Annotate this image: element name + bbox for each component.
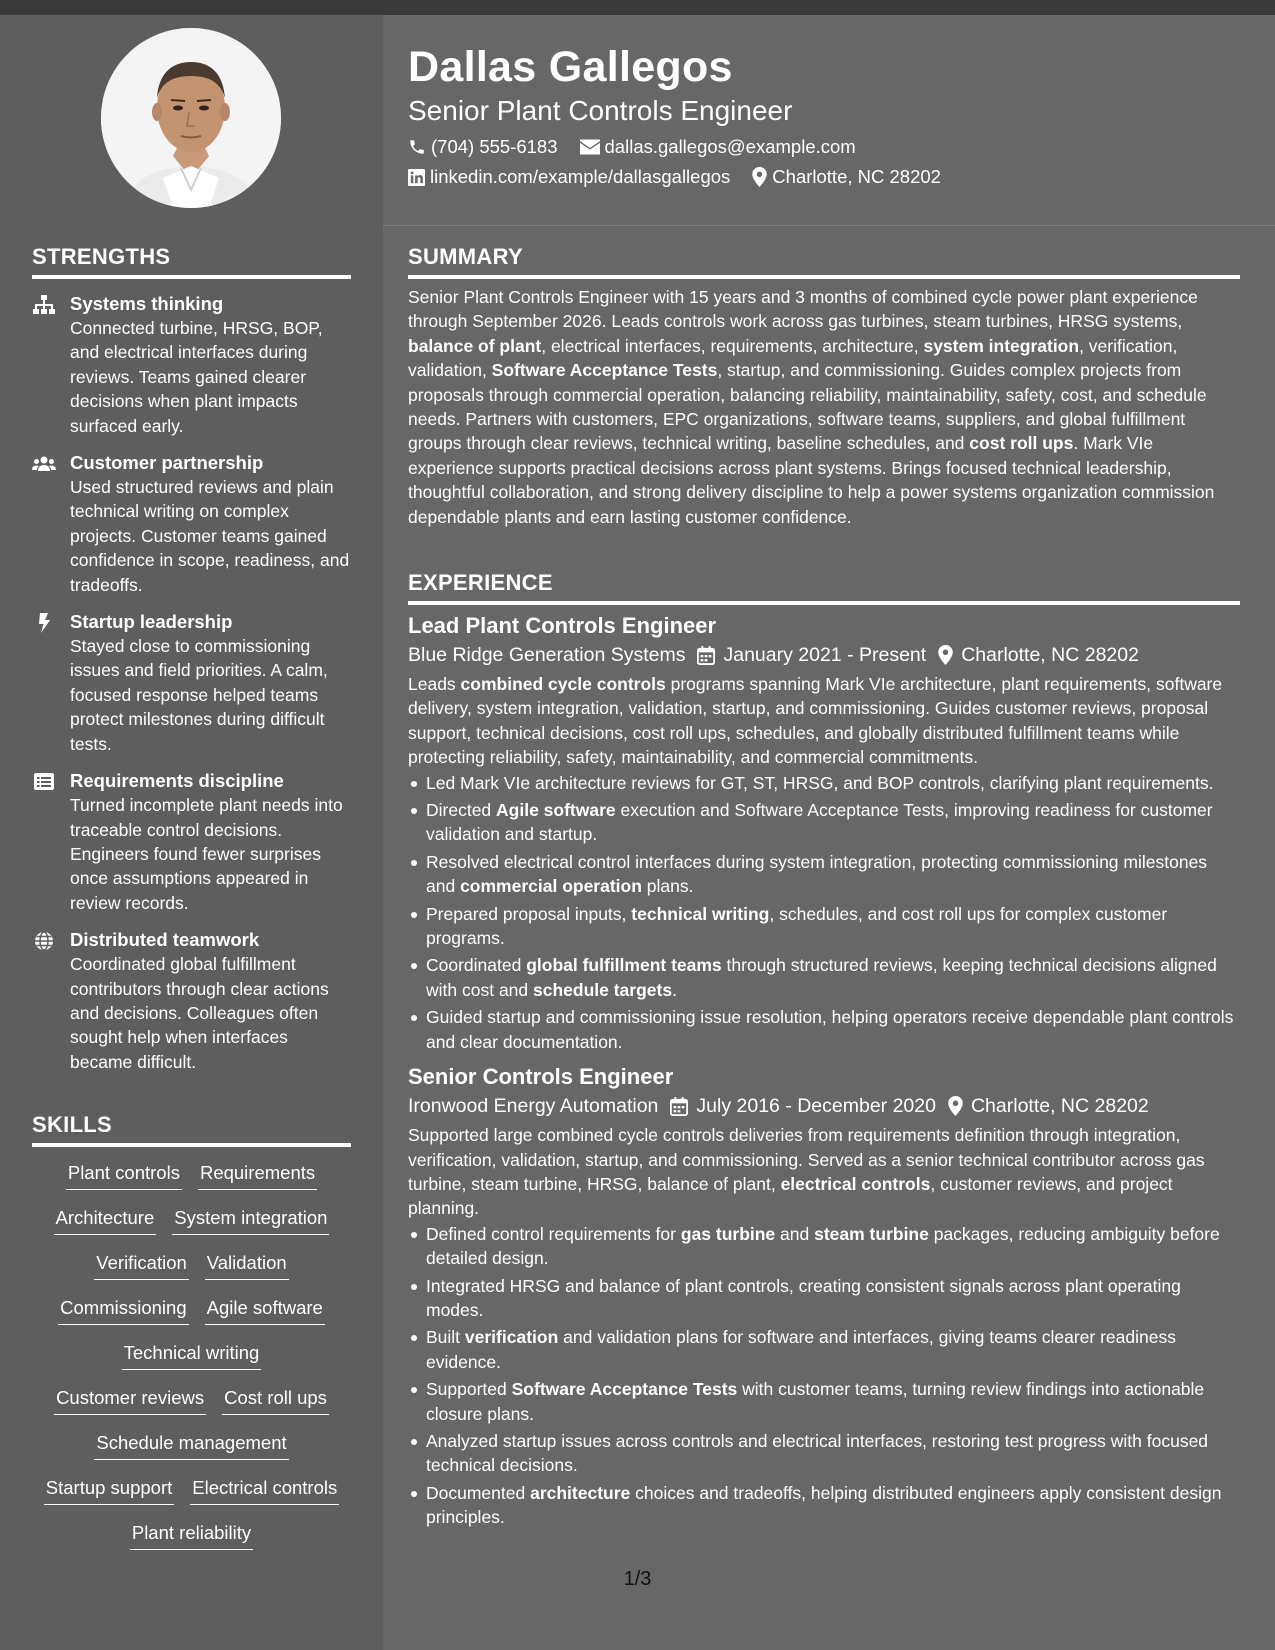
text-run: Documented <box>426 1482 531 1503</box>
skills-list <box>32 1161 351 1566</box>
page-number: 1/3 <box>623 1568 652 1590</box>
text-run: Guided startup and commissioning issue resolution, helping operators receive dependable plant controls and clear documentation. <box>426 1007 1234 1052</box>
candidate-title: Senior Plant Controls Engineer <box>408 95 793 126</box>
achievement-item <box>426 1377 1240 1426</box>
text-run: Leads <box>408 674 461 694</box>
resume-page <box>0 15 1275 1650</box>
achievement-item <box>426 1325 1240 1374</box>
envelope-icon <box>580 139 600 155</box>
phone-icon <box>408 138 426 156</box>
map-pin-icon <box>948 1096 963 1116</box>
strengths-section <box>32 243 351 1074</box>
summary-text <box>408 285 1240 529</box>
bold-phrase: Software Acceptance Tests <box>511 1379 738 1400</box>
text-run: Resolved electrical control interfaces during system integration, protecting commissioning milestones and <box>426 851 1208 897</box>
contact-row-2 <box>408 165 963 189</box>
email-text[interactable]: dallas.gallegos@example.com <box>604 136 856 157</box>
achievement-item <box>426 902 1240 951</box>
skill-tag: Agile software <box>205 1296 325 1325</box>
skill-row <box>32 1296 351 1341</box>
text-run: and <box>775 1223 815 1244</box>
achievement-item <box>426 850 1240 899</box>
linkedin-item[interactable] <box>408 165 730 189</box>
skills-heading: SKILLS <box>32 1111 351 1147</box>
skill-tag: Startup support <box>44 1476 175 1505</box>
bolt-icon <box>32 613 56 633</box>
linkedin-text[interactable]: linkedin.com/example/dallasgallegos <box>430 166 731 187</box>
profile-photo <box>101 28 281 208</box>
sidebar <box>0 15 383 1650</box>
location-text: Charlotte, NC 28202 <box>772 166 941 187</box>
achievement-item <box>426 1274 1240 1323</box>
calendar-icon <box>697 646 715 665</box>
text-run: , electrical interfaces, requirements, architecture, <box>541 335 924 356</box>
bold-phrase: verification <box>464 1327 559 1348</box>
text-run: through structured reviews, keeping technical decisions aligned with cost and <box>426 955 1217 1000</box>
achievement-item <box>426 953 1240 1002</box>
strength-item <box>32 769 351 915</box>
strength-item <box>32 610 351 756</box>
skill-row <box>32 1341 351 1386</box>
list-icon <box>32 772 56 792</box>
bold-phrase: steam turbine <box>814 1223 929 1244</box>
experience-list <box>408 611 1240 1530</box>
text-run: Prepared proposal inputs, <box>426 903 632 924</box>
strength-item <box>32 928 351 1074</box>
skill-tag: Requirements <box>198 1161 317 1190</box>
bold-phrase: balance of plant <box>408 335 542 356</box>
bold-phrase: cost roll ups <box>969 433 1074 454</box>
job-title: Lead Plant Controls Engineer <box>408 613 717 638</box>
experience-heading: EXPERIENCE <box>408 569 1240 605</box>
summary-section <box>408 243 1240 529</box>
skill-tag: System integration <box>172 1206 329 1235</box>
achievement-item <box>426 798 1240 847</box>
skill-tag: Plant controls <box>66 1161 182 1190</box>
text-run: and validation plans for software and interfaces, giving teams clearer readiness evidence. <box>426 1327 1176 1372</box>
map-pin-icon <box>752 167 767 187</box>
job-description <box>408 672 1240 770</box>
text-run: with customer teams, turning review findings into actionable closure plans. <box>426 1379 1205 1424</box>
job-entry <box>408 611 1240 1054</box>
text-run: Senior Plant Controls Engineer with 15 years and 3 months of combined cycle power plant experience through September 2026. Leads controls work across gas turbines, steam turbines, HRSG systems, <box>408 287 1198 332</box>
skill-row <box>32 1251 351 1296</box>
text-run: choices and tradeoffs, helping distributed engineers apply consistent design principles. <box>426 1482 1222 1528</box>
text-run: Supported large combined cycle controls deliveries from requirements definition through integration, verification, validation, startup, and commissioning. Served as a senior technical contributor across gas turbine, steam turbine, HRSG, balance of plant, <box>408 1125 1205 1194</box>
text-run: , schedules, and cost roll ups for complex customer programs. <box>426 903 1168 949</box>
strength-item <box>32 451 351 597</box>
strength-description: Turned incomplete plant needs into traceable control decisions. Engineers found fewer surprises once assumptions appeared in review records. <box>70 795 343 913</box>
text-run: programs spanning Mark VIe architecture, plant requirements, software delivery, system integration, validation, startup, and commissioning. Guides customer reviews, proposal support, technical decisions, cost roll ups, schedules, and globally distributed fulfillment teams while protecting reliability, safety, maintainability, and commercial commitments. <box>408 674 1223 768</box>
skill-tag: Technical writing <box>122 1341 262 1370</box>
bold-phrase: commercial operation <box>460 876 642 897</box>
skill-row <box>32 1521 351 1566</box>
job-title: Senior Controls Engineer <box>408 1064 674 1090</box>
text-run: Analyzed startup issues across controls and electrical interfaces, restoring test progress with focused technical decisions. <box>426 1430 1209 1476</box>
job-location: Charlotte, NC 28202 <box>970 1095 1149 1118</box>
skill-tag: Cost roll ups <box>222 1386 329 1415</box>
achievement-list <box>408 771 1240 1054</box>
text-run: . Mark VIe experience supports practical decisions across plant systems. Brings focused technical leadership, thoughtful collaboration, and strong delivery discipline to help a power systems organization commission dependable plants and earn lasting customer confidence. <box>408 433 1215 527</box>
map-pin-icon <box>938 645 953 665</box>
text-run: . <box>672 979 677 1000</box>
bold-phrase: global fulfillment teams <box>526 955 722 976</box>
candidate-name: Dallas Gallegos <box>408 43 733 91</box>
achievement-item <box>426 1222 1240 1271</box>
strength-title: Customer partnership <box>70 452 264 474</box>
bold-phrase: gas turbine <box>680 1223 776 1244</box>
text-run: plans. <box>641 876 694 897</box>
strength-item <box>32 292 351 438</box>
skill-row <box>32 1161 351 1206</box>
company-name: Blue Ridge Generation Systems <box>408 644 686 666</box>
bold-phrase: technical writing <box>631 903 770 924</box>
text-run: Led Mark VIe architecture reviews for GT, ST, HRSG, and BOP controls, clarifying plant requirements. <box>426 772 1214 793</box>
text-run: Built <box>426 1327 465 1348</box>
achievement-list <box>408 1222 1240 1530</box>
bold-phrase: electrical controls <box>780 1173 931 1194</box>
achievement-item <box>426 771 1240 795</box>
skill-tag: Plant reliability <box>130 1521 253 1550</box>
skill-row <box>32 1476 351 1521</box>
bold-phrase: Agile software <box>496 800 616 821</box>
strength-description: Connected turbine, HRSG, BOP, and electrical interfaces during reviews. Teams gained clearer decisions when plant impacts surfaced early. <box>70 318 323 436</box>
strength-description: Coordinated global fulfillment contributors through clear actions and decisions. Colleagues often sought help when interfaces became difficult. <box>70 954 329 1072</box>
strength-title: Systems thinking <box>70 293 224 314</box>
header-divider <box>383 225 1275 226</box>
email-item[interactable] <box>580 135 856 159</box>
strengths-heading: STRENGTHS <box>32 243 351 279</box>
bold-phrase: schedule targets <box>533 979 673 1000</box>
text-run: Supported <box>426 1379 512 1400</box>
job-dates: July 2016 - December 2020 <box>696 1095 936 1118</box>
text-run: execution and Software Acceptance Tests, improving readiness for customer validation and startup. <box>426 800 1213 845</box>
job-description <box>408 1123 1240 1221</box>
linkedin-icon <box>408 169 425 186</box>
sitemap-icon <box>32 295 56 315</box>
job-meta <box>408 1092 1240 1120</box>
text-run: , customer reviews, and project planning. <box>408 1173 1173 1219</box>
text-run: , startup, and commissioning. Guides complex projects from proposals through commercial operation, balancing reliability, maintainability, safety, cost, and schedule needs. Partners with customers, EPC organizations, software teams, suppliers, and global fulfillment groups through clear reviews, technical writing, baseline schedules, and <box>408 360 1207 454</box>
globe-icon <box>32 931 56 951</box>
skill-tag: Verification <box>94 1251 189 1280</box>
skills-section <box>32 1111 351 1566</box>
bold-phrase: combined cycle controls <box>460 674 666 694</box>
skill-tag: Commissioning <box>58 1296 188 1325</box>
text-run: Directed <box>426 800 497 821</box>
skill-tag: Schedule management <box>94 1431 288 1460</box>
strength-description: Used structured reviews and plain technical writing on complex projects. Customer teams gained confidence in scope, readiness, and tradeoffs. <box>70 477 350 595</box>
summary-heading: SUMMARY <box>408 243 1240 279</box>
strengths-list <box>32 292 351 1074</box>
skill-row <box>32 1431 351 1476</box>
bold-phrase: system integration <box>923 335 1080 356</box>
text-run: Integrated HRSG and balance of plant controls, creating consistent signals across plant operating modes. <box>426 1275 1181 1320</box>
text-run: , verification, validation, <box>408 335 1178 381</box>
achievement-item <box>426 1429 1240 1478</box>
calendar-icon <box>670 1097 688 1116</box>
text-run: Coordinated <box>426 955 527 976</box>
strength-title: Startup leadership <box>70 611 233 633</box>
bold-phrase: Software Acceptance Tests <box>491 360 718 381</box>
job-meta <box>408 641 1240 669</box>
skill-tag: Electrical controls <box>190 1476 339 1505</box>
skill-row <box>32 1386 351 1431</box>
phone-item <box>408 135 558 159</box>
skill-tag: Validation <box>205 1251 289 1280</box>
users-icon <box>32 454 56 474</box>
experience-section <box>408 569 1240 1533</box>
skill-tag: Architecture <box>54 1206 157 1235</box>
strength-title: Distributed teamwork <box>70 929 260 951</box>
job-dates: January 2021 - Present <box>723 644 927 666</box>
job-location: Charlotte, NC 28202 <box>961 644 1139 666</box>
job-entry <box>408 1062 1240 1530</box>
bold-phrase: architecture <box>530 1482 631 1503</box>
strength-description: Stayed close to commissioning issues and field priorities. A calm, focused response helped teams protect milestones during difficult tests. <box>70 636 328 754</box>
location-item <box>752 165 941 189</box>
skill-row <box>32 1206 351 1251</box>
text-run: Defined control requirements for <box>426 1223 681 1244</box>
phone-text: (704) 555-6183 <box>431 136 558 157</box>
contact-row-1 <box>408 135 878 159</box>
strength-title: Requirements discipline <box>70 770 284 792</box>
company-name: Ironwood Energy Automation <box>408 1095 659 1118</box>
achievement-item <box>426 1005 1240 1054</box>
skill-tag: Customer reviews <box>54 1386 206 1415</box>
text-run: packages, reducing ambiguity before detailed design. <box>426 1223 1220 1269</box>
achievement-item <box>426 1481 1240 1530</box>
